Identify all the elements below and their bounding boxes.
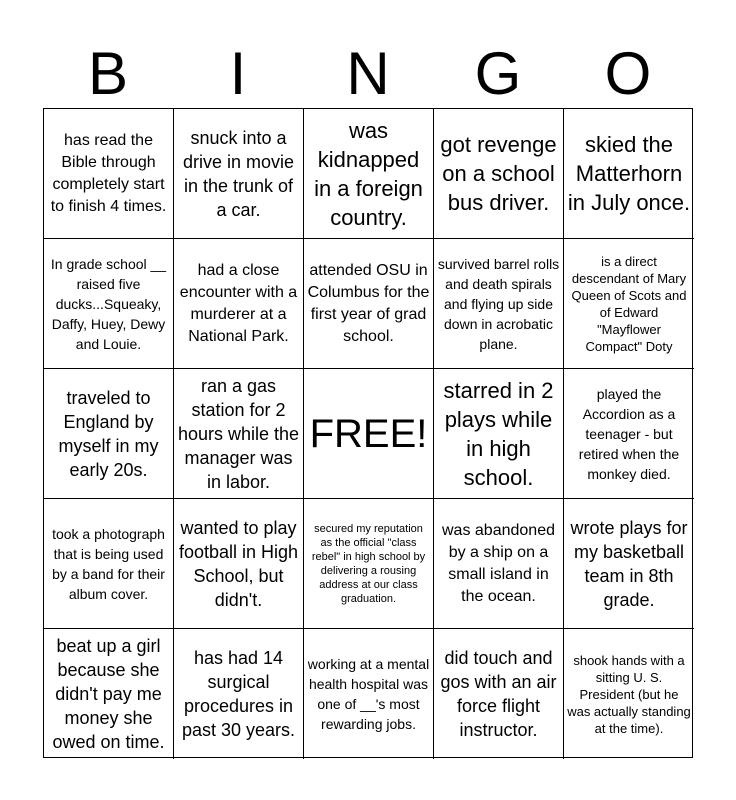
bingo-board <box>43 108 693 758</box>
header-letter-g: G <box>474 40 522 107</box>
bingo-cell <box>304 499 434 629</box>
cell-text: had a close encounter with a murderer at a National Park. <box>179 261 298 345</box>
cell-text: snuck into a drive in movie in the trunk of a car. <box>182 127 295 220</box>
bingo-cell <box>174 109 304 239</box>
cell-text: starred in 2 plays while in high school. <box>443 377 554 490</box>
bingo-cell <box>434 369 564 499</box>
cell-text: secured my reputation as the official "class rebel" in high school by delivering a rousing address at our class graduation. <box>311 522 426 605</box>
bingo-cell <box>434 109 564 239</box>
header-letter-b: B <box>87 40 129 107</box>
free-cell <box>304 369 434 499</box>
bingo-cell <box>434 629 564 759</box>
cell-text: got revenge on a school bus driver. <box>440 132 557 215</box>
cell-text: traveled to England by myself in my early 20s. <box>58 387 159 480</box>
bingo-cell <box>564 369 694 499</box>
bingo-cell <box>44 239 174 369</box>
header-letter-i: I <box>229 40 247 107</box>
cell-text: survived barrel rolls and death spirals and flying up side down in acrobatic plane. <box>437 255 560 352</box>
cell-text: did touch and gos with an air force flight instructor. <box>440 648 557 740</box>
bingo-cell <box>174 629 304 759</box>
cell-text: wrote plays for my basketball team in 8th grade. <box>570 517 688 610</box>
bingo-cell <box>304 109 434 239</box>
bingo-cell <box>44 499 174 629</box>
cell-text: was kidnapped in a foreign country. <box>314 117 423 230</box>
bingo-cell <box>174 369 304 499</box>
bingo-header <box>43 40 693 108</box>
cell-text: skied the Matterhorn in July once. <box>567 132 691 215</box>
cell-text: working at a mental health hospital was one of __'s most rewarding jobs. <box>307 656 430 732</box>
bingo-cell <box>564 109 694 239</box>
bingo-cell <box>304 239 434 369</box>
bingo-cell <box>434 239 564 369</box>
bingo-cell <box>44 629 174 759</box>
bingo-cell <box>564 629 694 759</box>
cell-text: In grade school __ raised five ducks...Squeaky, Daffy, Huey, Dewy and Louie. <box>50 255 167 352</box>
cell-text: took a photograph that is being used by a band for their album cover. <box>52 525 165 602</box>
cell-text: ran a gas station for 2 hours while the manager was in labor. <box>177 375 300 492</box>
header-letter-n: N <box>346 40 390 107</box>
cell-text: beat up a girl because she didn't pay me money she owed on time. <box>52 636 165 752</box>
bingo-cell <box>174 499 304 629</box>
cell-text: shook hands with a sitting U. S. President (but he was actually standing at the time). <box>567 652 691 736</box>
bingo-cell <box>304 629 434 759</box>
cell-text: has read the Bible through completely start to finish 4 times. <box>50 131 167 215</box>
cell-text: played the Accordion as a teenager - but retired when the monkey died. <box>578 385 680 482</box>
bingo-cell <box>44 369 174 499</box>
free-space-text: FREE! <box>309 411 428 456</box>
header-letter-o: O <box>604 40 652 107</box>
cell-text: attended OSU in Columbus for the first year of grad school. <box>307 261 430 345</box>
cell-text: has had 14 surgical procedures in past 30 years. <box>181 648 296 740</box>
cell-text: was abandoned by a ship on a small island in the ocean. <box>442 521 555 605</box>
bingo-cell <box>44 109 174 239</box>
bingo-cell <box>434 499 564 629</box>
bingo-cell <box>564 239 694 369</box>
cell-text: wanted to play football in High School, but didn't. <box>178 517 299 610</box>
bingo-cell <box>174 239 304 369</box>
bingo-cell <box>564 499 694 629</box>
cell-text: is a direct descendant of Mary Queen of Scots and of Edward "Mayflower Compact" Doty <box>571 253 687 354</box>
